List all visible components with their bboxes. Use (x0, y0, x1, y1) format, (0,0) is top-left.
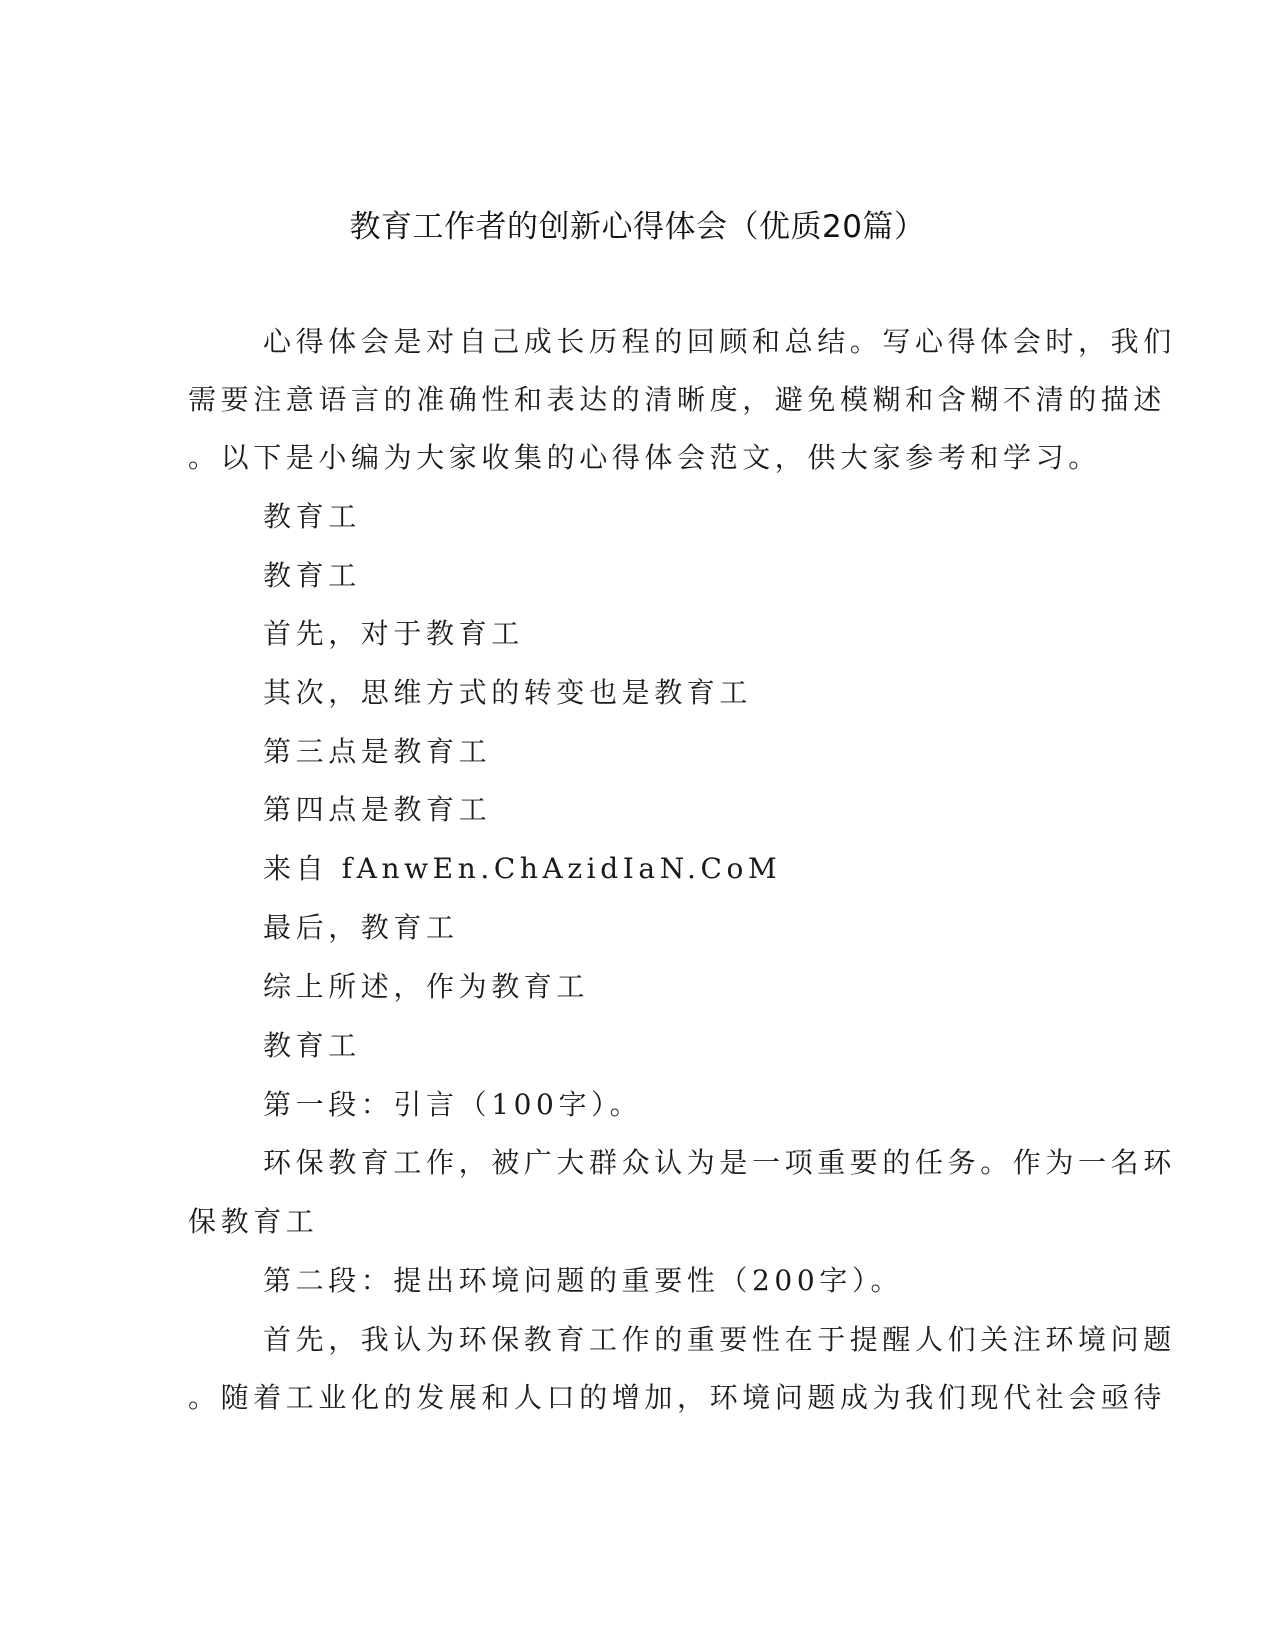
paragraph-line: 其次，思维方式的转变也是教育工 (263, 676, 753, 709)
paragraph-line: 教育工 (263, 559, 361, 592)
paragraph-line: 保教育工 (188, 1205, 319, 1238)
paragraph-line: 首先，我认为环保教育工作的重要性在于提醒人们关注环境问题 (263, 1323, 1176, 1356)
paragraph-line: 心得体会是对自己成长历程的回顾和总结。写心得体会时，我们 (263, 325, 1176, 358)
paragraph-line: 环保教育工作，被广大群众认为是一项重要的任务。作为一名环 (263, 1146, 1176, 1179)
paragraph-line: 。随着工业化的发展和人口的增加，环境问题成为我们现代社会亟待 (188, 1381, 1167, 1414)
paragraph-line: 教育工 (263, 500, 361, 533)
paragraph-line: 最后，教育工 (263, 911, 459, 944)
paragraph-line: 需要注意语言的准确性和表达的清晰度，避免模糊和含糊不清的描述 (188, 383, 1167, 416)
document-title: 教育工作者的创新心得体会（优质20篇） (349, 209, 926, 245)
paragraph-line: 综上所述，作为教育工 (263, 970, 590, 1003)
paragraph-line: 教育工 (263, 1029, 361, 1062)
paragraph-line: 第四点是教育工 (263, 793, 492, 826)
source-line: 来自 fAnwEn.ChAzidIaN.CoM (263, 852, 782, 885)
paragraph-line: 。以下是小编为大家收集的心得体会范文，供大家参考和学习。 (188, 441, 1101, 474)
section-heading: 第一段：引言（100字）。 (263, 1088, 643, 1121)
paragraph-line: 第三点是教育工 (263, 735, 492, 768)
section-heading: 第二段：提出环境问题的重要性（200字）。 (263, 1264, 904, 1297)
paragraph-line: 首先，对于教育工 (263, 617, 524, 650)
